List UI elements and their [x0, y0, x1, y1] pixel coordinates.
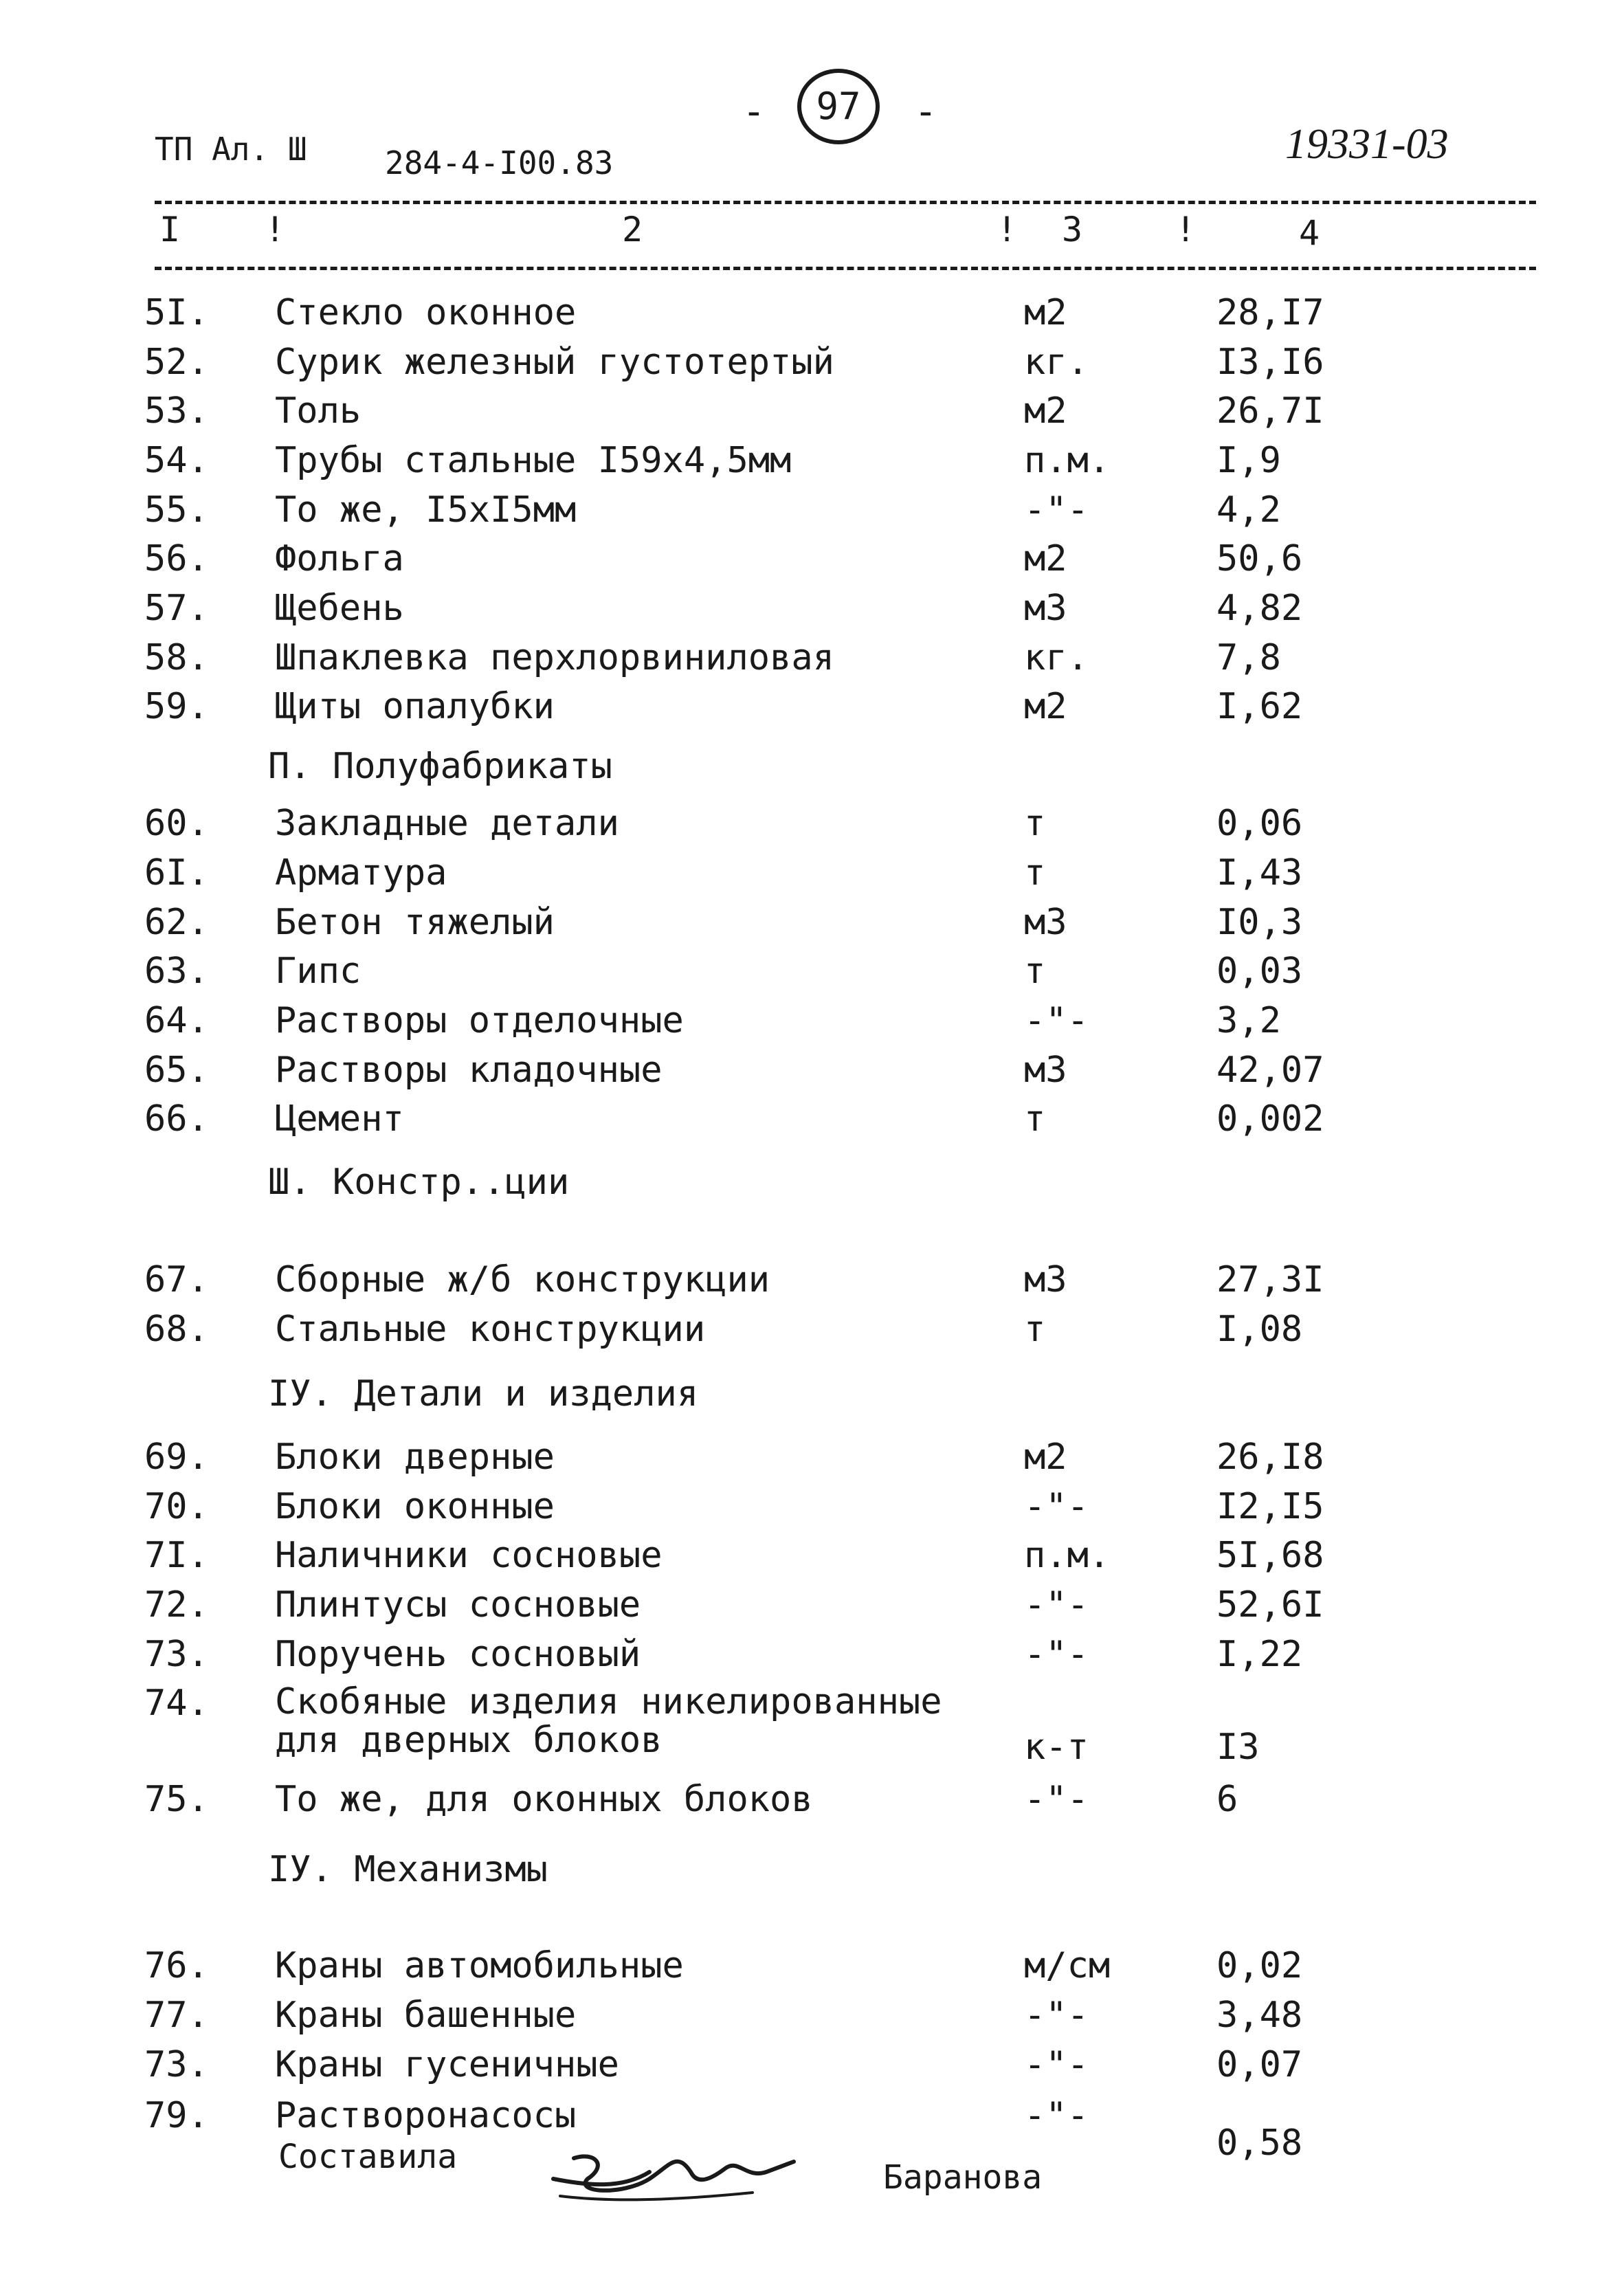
row-qty: 50,6 — [1216, 538, 1303, 579]
table-row — [0, 1000, 1624, 1048]
row-number: 73. — [144, 2044, 209, 2085]
row-qty: 0,06 — [1216, 803, 1303, 844]
row-unit: м2 — [1024, 390, 1067, 432]
row-number: 75. — [144, 1779, 209, 1820]
row-qty: 0,07 — [1216, 2044, 1303, 2085]
row-unit: м3 — [1024, 588, 1067, 629]
row-number: 77. — [144, 1995, 209, 2036]
table-row — [0, 1634, 1624, 1682]
doc-prefix: ТП Ал. Ш — [155, 131, 307, 168]
table-row — [0, 951, 1624, 999]
col-sep: ! — [997, 210, 1018, 250]
col-header-2: 2 — [622, 210, 643, 250]
row-unit: -"- — [1024, 1634, 1089, 1675]
signature-icon — [546, 2131, 808, 2213]
row-qty: I,9 — [1216, 440, 1281, 481]
dash-right: - — [914, 89, 937, 134]
table-row — [0, 1535, 1624, 1583]
section-title: П. Полуфабрикаты — [268, 746, 612, 787]
row-unit: -"- — [1024, 2095, 1089, 2136]
row-number: 52. — [144, 342, 209, 383]
table-row — [0, 1945, 1624, 1993]
row-number: 70. — [144, 1486, 209, 1527]
row-name: Гипс — [275, 951, 361, 992]
row-number: 54. — [144, 440, 209, 481]
row-qty: 0,02 — [1216, 1945, 1303, 1986]
signature-block — [278, 2138, 1103, 2227]
row-name: Цемент — [275, 1098, 404, 1140]
table-row — [0, 1437, 1624, 1485]
row-unit: м3 — [1024, 1259, 1067, 1300]
table-row — [0, 1779, 1624, 1827]
row-qty: 42,07 — [1216, 1050, 1324, 1091]
row-number: 6I. — [144, 852, 209, 894]
row-unit: п.м. — [1024, 440, 1111, 481]
row-qty: 27,3I — [1216, 1259, 1324, 1300]
row-qty: I3,I6 — [1216, 342, 1324, 383]
table-row — [0, 1309, 1624, 1357]
row-qty: I0,3 — [1216, 902, 1303, 943]
row-number: 7I. — [144, 1535, 209, 1576]
row-unit: -"- — [1024, 1779, 1089, 1820]
row-unit: м2 — [1024, 538, 1067, 579]
table-row — [0, 1050, 1624, 1098]
row-qty: 3,2 — [1216, 1000, 1281, 1041]
col-sep: ! — [265, 210, 286, 250]
row-unit: -"- — [1024, 1584, 1089, 1626]
table-row — [0, 588, 1624, 636]
row-name: Блоки дверные — [275, 1437, 555, 1478]
row-unit: к-т — [1024, 1727, 1089, 1768]
col-header-1: I — [159, 210, 181, 250]
row-number: 55. — [144, 489, 209, 531]
row-name: То же, для оконных блоков — [275, 1779, 813, 1820]
row-qty: 0,58 — [1216, 2122, 1303, 2164]
page-number — [728, 69, 948, 151]
doc-code: 284-4-I00.83 — [385, 144, 614, 181]
row-number: 79. — [144, 2095, 209, 2136]
row-unit: м/см — [1024, 1945, 1111, 1986]
row-number: 69. — [144, 1437, 209, 1478]
row-number: 56. — [144, 538, 209, 579]
row-qty: I2,I5 — [1216, 1486, 1324, 1527]
row-name: Краны автомобильные — [275, 1945, 684, 1986]
row-qty: 3,48 — [1216, 1995, 1303, 2036]
table-row — [0, 342, 1624, 390]
row-number: 76. — [144, 1945, 209, 1986]
row-qty: 26,I8 — [1216, 1437, 1324, 1478]
row-number: 53. — [144, 390, 209, 432]
row-qty: I3 — [1216, 1727, 1260, 1768]
row-number: 72. — [144, 1584, 209, 1626]
page-number-circle: 97 — [797, 69, 880, 144]
row-unit: т — [1024, 951, 1046, 992]
table-row — [0, 489, 1624, 537]
row-unit: -"- — [1024, 1000, 1089, 1041]
row-number: 68. — [144, 1309, 209, 1350]
section-title: IУ. Детали и изделия — [268, 1373, 699, 1415]
row-unit: -"- — [1024, 2044, 1089, 2085]
table-row — [0, 1259, 1624, 1307]
row-name: Трубы стальные I59x4,5мм — [275, 440, 792, 481]
row-name-line-2: для дверных блоков — [275, 1720, 663, 1761]
row-unit: м3 — [1024, 1050, 1067, 1091]
compiled-name: Баранова — [883, 2158, 1043, 2197]
row-number: 60. — [144, 803, 209, 844]
table-row — [0, 852, 1624, 900]
table-row — [0, 292, 1624, 340]
row-name: Сурик железный густотертый — [275, 342, 834, 383]
row-name: Краны гусеничные — [275, 2044, 619, 2085]
table-row — [0, 2044, 1624, 2092]
row-number: 58. — [144, 637, 209, 678]
row-unit: кг. — [1024, 342, 1089, 383]
table-row — [0, 1995, 1624, 2043]
row-unit: м2 — [1024, 292, 1067, 333]
row-unit: т — [1024, 803, 1046, 844]
handwritten-code: 19331-03 — [1285, 121, 1449, 168]
row-name: Блоки оконные — [275, 1486, 555, 1527]
row-name: Наличники сосновые — [275, 1535, 663, 1576]
row-unit: п.м. — [1024, 1535, 1111, 1576]
row-name: Краны башенные — [275, 1995, 577, 2036]
row-number: 64. — [144, 1000, 209, 1041]
row-qty: 26,7I — [1216, 390, 1324, 432]
row-name — [275, 1683, 942, 1760]
row-qty: 7,8 — [1216, 637, 1281, 678]
row-name: Стальные конструкции — [275, 1309, 706, 1350]
table-row — [0, 1486, 1624, 1534]
table-row — [0, 1098, 1624, 1146]
col-header-4: 4 — [1299, 213, 1320, 253]
row-unit: т — [1024, 1309, 1046, 1350]
table-row — [0, 686, 1624, 734]
row-name: Фольга — [275, 538, 404, 579]
row-unit: т — [1024, 1098, 1046, 1140]
row-name: Арматура — [275, 852, 447, 894]
row-number: 62. — [144, 902, 209, 943]
table-row — [0, 538, 1624, 586]
row-name: Толь — [275, 390, 361, 432]
row-name: Щебень — [275, 588, 404, 629]
row-name: Шпаклевка перхлорвиниловая — [275, 637, 834, 678]
row-number: 74. — [144, 1683, 209, 1724]
table-row — [0, 803, 1624, 851]
header-rule-bottom — [155, 267, 1536, 270]
row-unit: кг. — [1024, 637, 1089, 678]
row-number: 63. — [144, 951, 209, 992]
row-qty: I,22 — [1216, 1634, 1303, 1675]
table-row — [0, 440, 1624, 488]
row-qty: 52,6I — [1216, 1584, 1324, 1626]
row-name-line-1: Скобяные изделия никелированные — [275, 1681, 942, 1722]
row-name: Растворы отделочные — [275, 1000, 684, 1041]
row-name: Сборные ж/б конструкции — [275, 1259, 770, 1300]
row-qty: I,62 — [1216, 686, 1303, 727]
row-qty: 6 — [1216, 1779, 1238, 1820]
row-qty: I,43 — [1216, 852, 1303, 894]
row-name: Бетон тяжелый — [275, 902, 555, 943]
row-number: 57. — [144, 588, 209, 629]
row-unit: -"- — [1024, 489, 1089, 531]
row-unit: -"- — [1024, 1995, 1089, 2036]
row-name: Щиты опалубки — [275, 686, 555, 727]
row-name: Плинтусы сосновые — [275, 1584, 641, 1626]
row-number: 65. — [144, 1050, 209, 1091]
compiled-label: Составила — [278, 2138, 458, 2176]
row-number: 66. — [144, 1098, 209, 1140]
section-title: IУ. Механизмы — [268, 1849, 548, 1890]
row-qty: 4,2 — [1216, 489, 1281, 531]
row-name: То же, I5xI5мм — [275, 489, 577, 531]
table-row — [0, 637, 1624, 685]
col-header-3: 3 — [1062, 210, 1083, 250]
row-name: Закладные детали — [275, 803, 619, 844]
row-qty: 28,I7 — [1216, 292, 1324, 333]
table-row — [0, 390, 1624, 439]
row-number: 67. — [144, 1259, 209, 1300]
header-rule-top — [155, 201, 1536, 204]
row-qty: 0,002 — [1216, 1098, 1324, 1140]
row-name: Растворонасосы — [275, 2095, 577, 2136]
row-qty: 5I,68 — [1216, 1535, 1324, 1576]
table-row — [0, 1683, 1624, 1772]
row-qty: I,08 — [1216, 1309, 1303, 1350]
table-row — [0, 902, 1624, 950]
row-number: 73. — [144, 1634, 209, 1675]
row-name: Стекло оконное — [275, 292, 577, 333]
row-number: 5I. — [144, 292, 209, 333]
col-sep: ! — [1175, 210, 1197, 250]
row-unit: м3 — [1024, 902, 1067, 943]
row-qty: 0,03 — [1216, 951, 1303, 992]
row-number: 59. — [144, 686, 209, 727]
table-row — [0, 1584, 1624, 1632]
section-title: Ш. Констр..ции — [268, 1162, 570, 1203]
row-name: Поручень сосновый — [275, 1634, 641, 1675]
row-name: Растворы кладочные — [275, 1050, 663, 1091]
row-unit: м2 — [1024, 686, 1067, 727]
row-qty: 4,82 — [1216, 588, 1303, 629]
row-unit: м2 — [1024, 1437, 1067, 1478]
dash-left: - — [742, 89, 766, 134]
row-unit: -"- — [1024, 1486, 1089, 1527]
row-unit: т — [1024, 852, 1046, 894]
